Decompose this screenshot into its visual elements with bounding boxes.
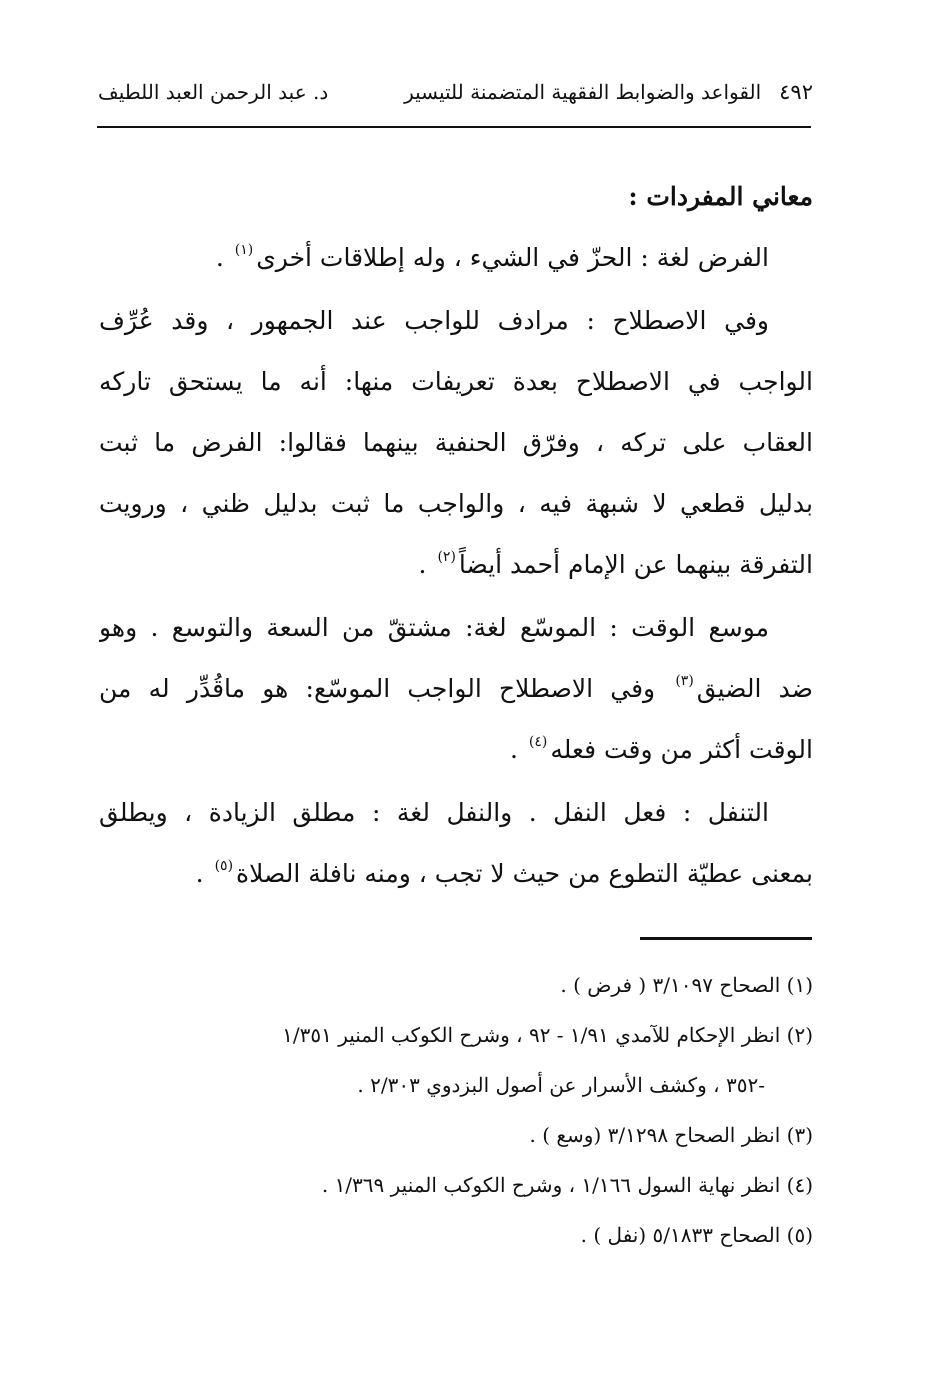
footnote-ref: (٥)	[214, 858, 234, 874]
text-line: وفي الاصطلاح : مرادف للواجب عند الجمهور ، وقد عُرِّف	[99, 306, 769, 335]
author-name: د. عبد الرحمن العبد اللطيف	[98, 80, 329, 104]
paragraph-muwassa	[99, 597, 813, 780]
text-line: بمعنى عطيّة التطوع من حيث لا تجب ، ومنه نافلة الصلاة$^{(٥)}$ .	[195, 858, 813, 888]
paragraph-istilah	[99, 290, 813, 595]
paragraph-tanaffol	[99, 782, 813, 904]
text-line: الفرض لغة : الحزّ في الشيء ، وله إطلاقات أخرى$^{(١)}$ .	[215, 242, 769, 272]
section-title: معاني المفردات :	[628, 182, 813, 211]
text-line: بدليل قطعي لا شبهة فيه ، والواجب ما ثبت بدليل ظني ، ورويت	[99, 489, 813, 518]
footnote-rule	[640, 937, 812, 940]
header-rule	[97, 126, 811, 128]
book-title: القواعد والضوابط الفقهية المتضمنة للتيسير	[404, 80, 762, 104]
footnote-ref: (٢)	[437, 549, 456, 565]
text-line: التنفل : فعل النفل . والنفل لغة : مطلق الزيادة ، ويطلق	[99, 798, 769, 827]
footnote-ref: (١)	[234, 242, 254, 258]
footnote-ref: (٤)	[528, 734, 548, 750]
text-line: ضد الضيق$^{(٣)}$ وفي الاصطلاح الواجب الموسّع: هو ماقُدِّر له من	[99, 673, 813, 703]
footnote-item: (٢) انظر الإحكام للآمدي ١/٩١ - ٩٢ ، وشرح الكوكب المنير ١/٣٥١	[282, 1023, 813, 1047]
footnote-item: (٣) انظر الصحاح ٣/١٢٩٨ (وسع ) .	[529, 1123, 813, 1147]
text-line: الواجب في الاصطلاح بعدة تعريفات منها: أنه ما يستحق تاركه	[99, 367, 813, 396]
footnotes	[99, 960, 813, 1260]
footnote-item: (٥) الصحاح ٥/١٨٣٣ (نفل ) .	[580, 1223, 813, 1247]
text-line: التفرقة بينهما عن الإمام أحمد أيضاً$^{(٢)}$ .	[418, 549, 813, 579]
footnote-continuation: -٣٥٢ ، وكشف الأسرار عن أصول البزدوي ٢/٣٠٣ .	[357, 1073, 765, 1097]
running-header	[98, 74, 813, 110]
paragraph-fard	[99, 227, 813, 288]
text-line: الوقت أكثر من وقت فعله$^{(٤)}$ .	[509, 734, 813, 764]
text-line: موسع الوقت : الموسّع لغة: مشتقّ من السعة والتوسع . وهو	[99, 613, 769, 642]
main-text	[99, 166, 813, 904]
footnote-ref: (٣)	[675, 673, 694, 689]
text-line: العقاب على تركه ، وفرّق الحنفية بينهما فقالوا: الفرض ما ثبت	[99, 428, 813, 457]
footnote-item: (١) الصحاح ٣/١٠٩٧ ( فرض ) .	[560, 973, 813, 997]
page-number: ٤٩٢	[779, 80, 813, 104]
footnote-item: (٤) انظر نهاية السول ١/١٦٦ ، وشرح الكوكب المنير ١/٣٦٩ .	[321, 1173, 813, 1197]
